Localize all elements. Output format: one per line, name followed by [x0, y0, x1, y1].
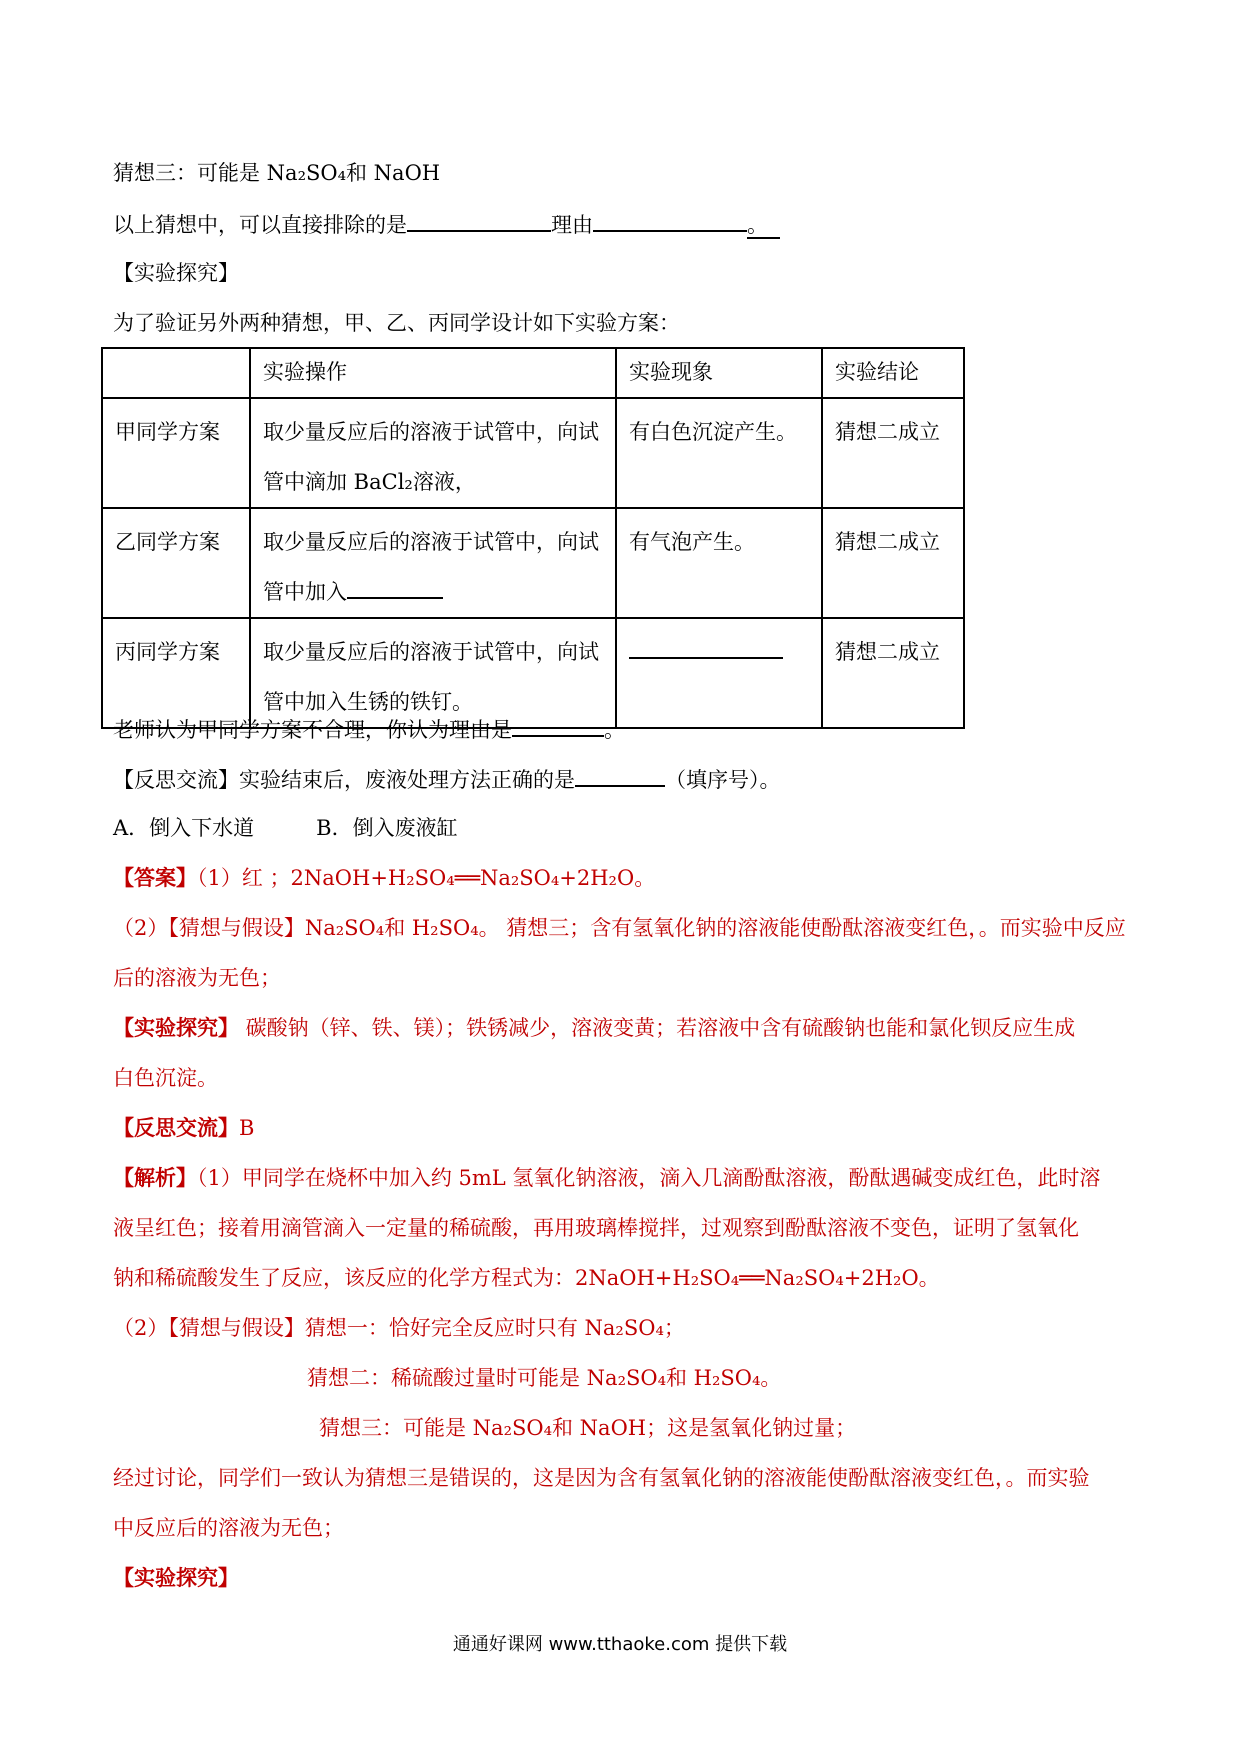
analysis-line: 中反应后的溶液为无色； [113, 1516, 344, 1540]
experiment-table [101, 347, 965, 729]
operation-cell: 取少量反应后的溶液于试管中，向试 管中加入 [250, 508, 616, 618]
answer-line: （2）【猜想与假设】Na₂SO₄和 H₂SO₄。 猜想三；含有氢氧化钠的溶液能使酚酞溶液变红色，。而实验中反应 [113, 916, 1126, 940]
conclusion-cell: 猜想二成立 [822, 398, 964, 508]
analysis-line: 猜想三：可能是 Na₂SO₄和 NaOH；这是氢氧化钠过量； [319, 1416, 857, 1440]
phenomenon-cell: 有气泡产生。 [616, 508, 822, 618]
plan-cell: 乙同学方案 [102, 508, 250, 618]
answer-blank[interactable] [629, 635, 783, 659]
plan-cell: 甲同学方案 [102, 398, 250, 508]
phenomenon-cell [616, 618, 822, 728]
answer-line: 【反思交流】B [113, 1115, 255, 1140]
section-heading: 【实验探究】 [113, 261, 239, 285]
option-a: A．倒入下水道 [113, 816, 255, 840]
hypothesis-3: 猜想三：可能是 Na₂SO₄和 NaOH [113, 161, 441, 185]
operation-cell: 取少量反应后的溶液于试管中，向试 管中滴加 BaCl₂溶液， [250, 398, 616, 508]
table-header: 实验现象 [616, 348, 822, 398]
answer-blank[interactable] [593, 208, 747, 232]
plan-cell: 丙同学方案 [102, 618, 250, 728]
phenomenon-cell: 有白色沉淀产生。 [616, 398, 822, 508]
answer-line: 后的溶液为无色； [113, 966, 281, 990]
option-b: B．倒入废液缸 [316, 816, 458, 840]
analysis-line: 【实验探究】 [113, 1565, 239, 1590]
table-header: 实验操作 [250, 348, 616, 398]
conclusion-cell: 猜想二成立 [822, 618, 964, 728]
conclusion-cell: 猜想二成立 [822, 508, 964, 618]
analysis-line: 液呈红色；接着用滴管滴入一定量的稀硫酸，再用玻璃棒搅拌，过观察到酚酞溶液不变色，证明了氢氧化 [113, 1216, 1079, 1240]
analysis-line: 经过讨论，同学们一致认为猜想三是错误的，这是因为含有氢氧化钠的溶液能使酚酞溶液变红色，。而实验 [113, 1466, 1090, 1490]
reflect-question: 【反思交流】实验结束后，废液处理方法正确的是 （填序号）。 [113, 763, 781, 795]
answer-line: 白色沉淀。 [113, 1066, 218, 1090]
table-row [102, 618, 964, 728]
options-row [113, 813, 458, 843]
answer-line: 【实验探究】 碳酸钠（锌、铁、镁）；铁锈减少，溶液变黄；若溶液中含有硫酸钠也能和氯化钡反应生成 [113, 1015, 1076, 1040]
analysis-line: （2）【猜想与假设】猜想一：恰好完全反应时只有 Na₂SO₄； [113, 1316, 685, 1340]
analysis-line: 猜想二：稀硫酸过量时可能是 Na₂SO₄和 H₂SO₄。 [307, 1366, 782, 1390]
answer-blank[interactable] [575, 763, 665, 787]
analysis-line: 【解析】（1）甲同学在烧杯中加入约 5mL 氢氧化钠溶液，滴入几滴酚酞溶液，酚酞遇碱变成红色，此时溶 [113, 1165, 1101, 1190]
operation-cell: 取少量反应后的溶液于试管中，向试 管中加入生锈的铁钉。 [250, 618, 616, 728]
answer-line: 【答案】（1）红 ；2NaOH+H₂SO₄══Na₂SO₄+2H₂O。 [113, 865, 656, 890]
table-row [102, 398, 964, 508]
table-row [102, 508, 964, 618]
answer-blank[interactable] [347, 575, 443, 599]
table-header: 实验结论 [822, 348, 964, 398]
exclude-question: 以上猜想中，可以直接排除的是 理由 。 [113, 208, 780, 240]
teacher-question: 老师认为甲同学方案不合理，你认为理由是 。 [113, 713, 625, 745]
answer-blank[interactable] [512, 713, 604, 737]
table-intro: 为了验证另外两种猜想，甲、乙、丙同学设计如下实验方案： [113, 311, 680, 335]
page-footer: 通通好课网 www.tthaoke.com 提供下载 [452, 1634, 788, 1655]
table-header [102, 348, 250, 398]
answer-blank[interactable] [407, 208, 551, 232]
analysis-line: 钠和稀硫酸发生了反应，该反应的化学方程式为：2NaOH+H₂SO₄══Na₂SO₄+2H₂O。 [113, 1266, 940, 1290]
table-header-row [102, 348, 964, 398]
